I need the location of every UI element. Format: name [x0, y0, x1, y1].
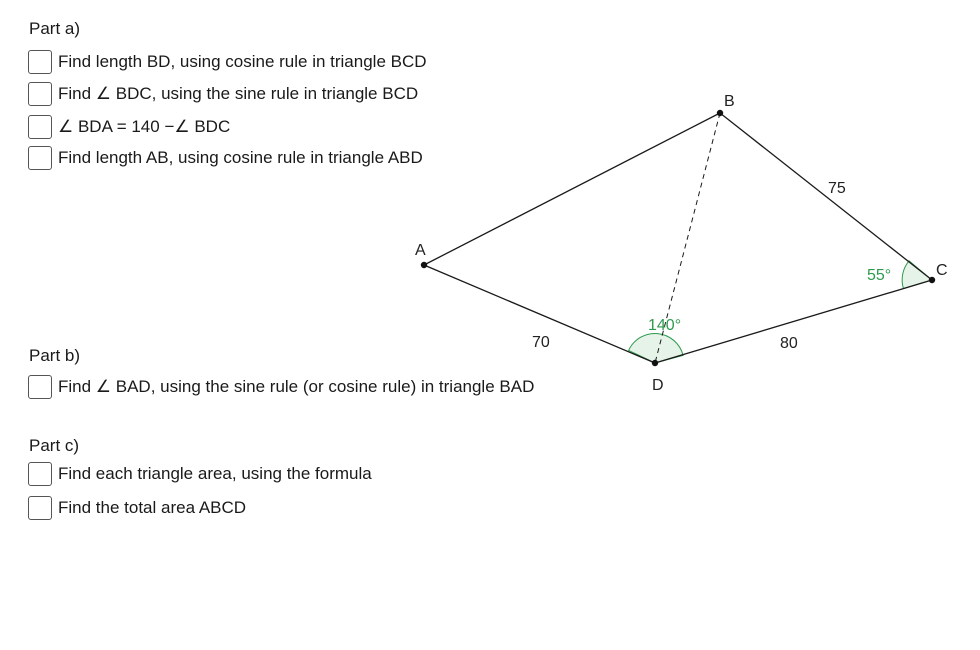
point-d	[652, 360, 658, 366]
task-label: Find ∠ BDC, using the sine rule in triangle BCD	[58, 84, 419, 103]
angle-c-label: 55°	[867, 267, 892, 284]
label-d: D	[652, 377, 664, 394]
point-c	[929, 277, 935, 283]
point-b	[717, 110, 723, 116]
point-a	[421, 262, 427, 268]
length-ad: 70	[532, 334, 550, 351]
part-b-title: Part b)	[29, 346, 81, 365]
label-a: A	[415, 242, 426, 259]
length-bc: 75	[828, 180, 846, 197]
task-label: Find the total area ABCD	[58, 498, 247, 517]
length-dc: 80	[780, 335, 798, 352]
part-a-title: Part a)	[29, 19, 81, 38]
task-label: ∠ BDA = 140 −∠ BDC	[58, 117, 231, 136]
part-c-title: Part c)	[29, 436, 80, 455]
task-label: Find length AB, using cosine rule in triangle ABD	[58, 148, 423, 167]
task-label: Find each triangle area, using the formula	[58, 464, 372, 483]
label-b: B	[724, 93, 735, 110]
task-label: Find ∠ BAD, using the sine rule (or cosine rule) in triangle BAD	[58, 377, 535, 396]
side-bc	[720, 113, 932, 280]
label-c: C	[936, 262, 948, 279]
angle-d-label: 140°	[648, 317, 682, 334]
side-ab	[424, 113, 720, 265]
task-label: Find length BD, using cosine rule in triangle BCD	[58, 52, 427, 71]
